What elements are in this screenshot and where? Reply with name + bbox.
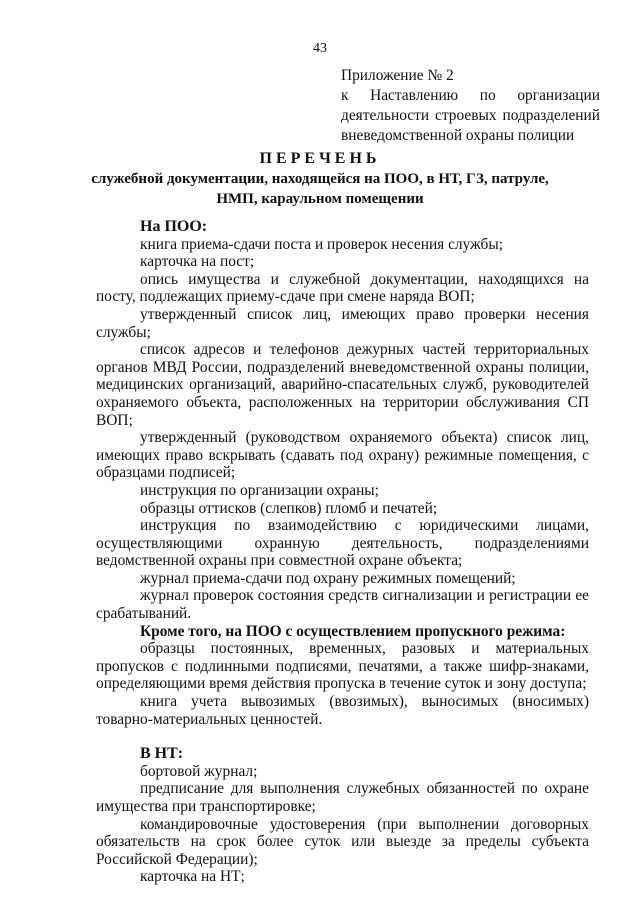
list-item: утвержденный список лиц, имеющих право проверки несения службы; (96, 305, 589, 341)
subtitle-line: НМП, караульном помещении (216, 191, 424, 207)
annex-block (341, 66, 600, 146)
document-title: ПЕРЕЧЕНЬ (259, 150, 381, 167)
list-item: бортовой журнал; (140, 762, 258, 780)
list-item: образцы постоянных, временных, разовых и материальных пропусков с подлинными подписями, печатями, а также шифр-знаками, определяющими время действия пропуска в течение суток и зону доступа; (96, 640, 589, 693)
list-item: книга приема-сдачи поста и проверок несения службы; (140, 235, 503, 253)
document-subtitle (0, 169, 640, 209)
access-mode-heading: Кроме того, на ПОО с осуществлением пропускного режима: (140, 622, 566, 640)
list-item: инструкция по взаимодействию с юридическими лицами, осуществляющими охранную деятельность, подразделениями ведомственной охраны при совместной охране объекта; (96, 517, 589, 570)
list-item: карточка на пост; (140, 253, 255, 271)
list-item: образцы оттисков (слепков) пломб и печатей; (140, 499, 438, 517)
list-item: командировочные удостоверения (при выполнении договорных обязательств на срок более суток или выезде за пределы субъекта Российской Федерации); (96, 815, 589, 868)
list-item: книга учета вывозимых (ввозимых), выносимых (вносимых) товарно-материальных ценностей. (96, 693, 589, 728)
list-item: инструкция по организации охраны; (140, 481, 379, 499)
annex-line: вневедомственной охраны полиции (341, 127, 575, 144)
list-item: утвержденный (руководством охраняемого объекта) список лиц, имеющих право вскрывать (сдавать под охрану) режимные помещения, с образцами подписей; (96, 429, 589, 482)
section-heading-nt: В НТ: (140, 745, 184, 763)
annex-line: к Наставлению по организации (341, 87, 600, 104)
list-item: предписание для выполнения служебных обязанностей по охране имущества при транспортировке; (96, 780, 589, 815)
list-item: журнал приема-сдачи под охрану режимных помещений; (140, 569, 516, 587)
list-item: список адресов и телефонов дежурных частей территориальных органов МВД России, подразделений вневедомственной охраны полиции, медицинских организаций, аварийно-спасательных служб, руководителей охраняемого объекта, расположенных на территории обслуживания СП ВОП; (96, 341, 589, 429)
list-item: карточка на НТ; (140, 868, 245, 886)
annex-line: деятельности строевых подразделений (341, 107, 600, 124)
page-number: 43 (313, 41, 327, 56)
section-heading-poo: На ПОО: (140, 218, 208, 235)
annex-title: Приложение № 2 (341, 67, 454, 84)
document-body (96, 216, 589, 886)
list-item: журнал проверок состояния средств сигнализации и регистрации ее срабатываний. (96, 587, 589, 623)
list-item: опись имущества и служебной документации, находящихся на посту, подлежащих приему-сдаче при смене наряда ВОП; (96, 270, 589, 306)
subtitle-line: служебной документации, находящейся на ПОО, в НТ, ГЗ, патруле, (91, 171, 549, 187)
